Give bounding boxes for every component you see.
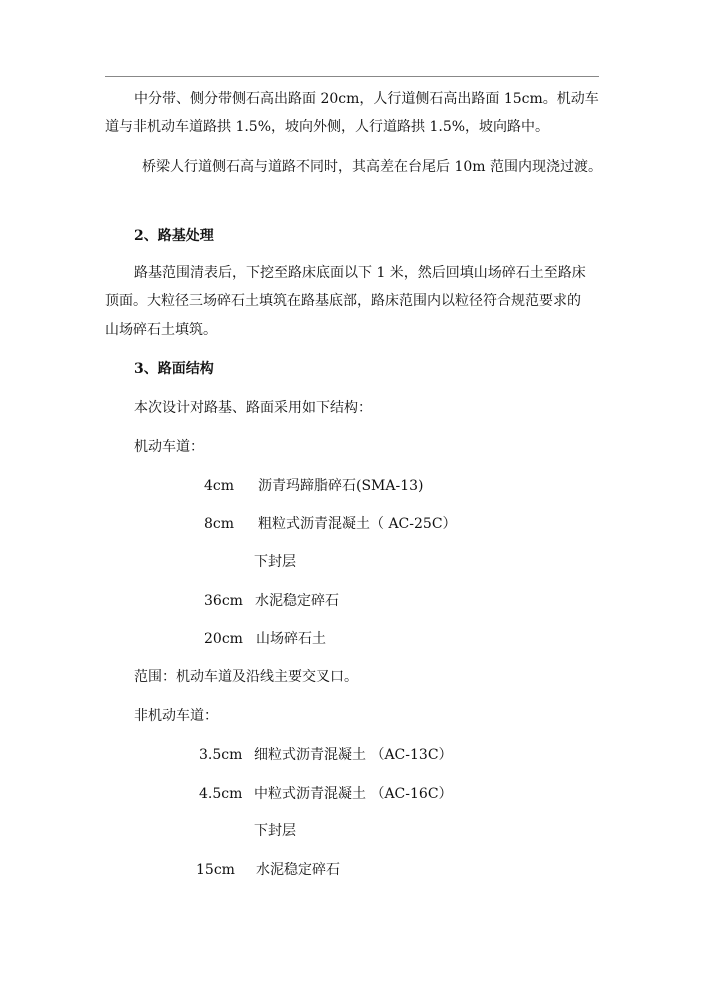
motor-layer-material: 水泥稳定碎石: [255, 593, 339, 609]
para1-line1: 中分带、侧分带侧石高出路面 20cm，人行道侧石高出路面 15cm。机动车: [134, 91, 599, 107]
nonmotor-layer-thickness: 4.5cm: [199, 786, 243, 802]
nonmotor-layer-material: 中粒式沥青混凝土 （AC-16C）: [254, 786, 453, 802]
motor-layer-material: 沥青玛蹄脂碎石(SMA-13): [258, 478, 424, 494]
section2-body-line3: 山场碎石土填筑。: [105, 322, 217, 338]
motor-scope: 范围：机动车道及沿线主要交叉口。: [134, 669, 358, 685]
section3-heading: 3、路面结构: [134, 361, 214, 377]
header-rule: [105, 76, 599, 77]
motor-layer-thickness: 8cm: [204, 516, 235, 532]
motor-layer-thickness: 20cm: [204, 631, 243, 647]
nonmotor-layer-material: 下封层: [254, 823, 296, 839]
motor-lane-label: 机动车道：: [134, 439, 204, 455]
section3-intro: 本次设计对路基、路面采用如下结构：: [134, 400, 372, 416]
nonmotor-lane-label: 非机动车道：: [134, 708, 218, 724]
section2-heading: 2、路基处理: [134, 228, 214, 244]
para1-line2: 道与非机动车道路拱 1.5%，坡向外侧，人行道路拱 1.5%，坡向路中。: [105, 119, 550, 135]
nonmotor-layer-material: 细粒式沥青混凝土 （AC-13C）: [254, 747, 453, 763]
motor-layer-material: 粗粒式沥青混凝土（ AC-25C）: [258, 516, 457, 532]
motor-layer-thickness: 4cm: [204, 478, 235, 494]
section2-body-line1: 路基范围清表后，下挖至路床底面以下 1 米，然后回填山场碎石土至路床: [134, 265, 586, 281]
motor-layer-thickness: 36cm: [204, 593, 243, 609]
nonmotor-layer-material: 水泥稳定碎石: [256, 862, 340, 878]
nonmotor-layer-thickness: 15cm: [196, 862, 235, 878]
nonmotor-layer-thickness: 3.5cm: [199, 747, 243, 763]
motor-layer-material: 山场碎石土: [256, 631, 326, 647]
section2-body-line2: 顶面。大粒径三场碎石土填筑在路基底部，路床范围内以粒径符合规范要求的: [105, 293, 581, 309]
para2: 桥梁人行道侧石高与道路不同时，其高差在台尾后 10m 范围内现浇过渡。: [142, 159, 602, 175]
motor-layer-material: 下封层: [254, 554, 296, 570]
